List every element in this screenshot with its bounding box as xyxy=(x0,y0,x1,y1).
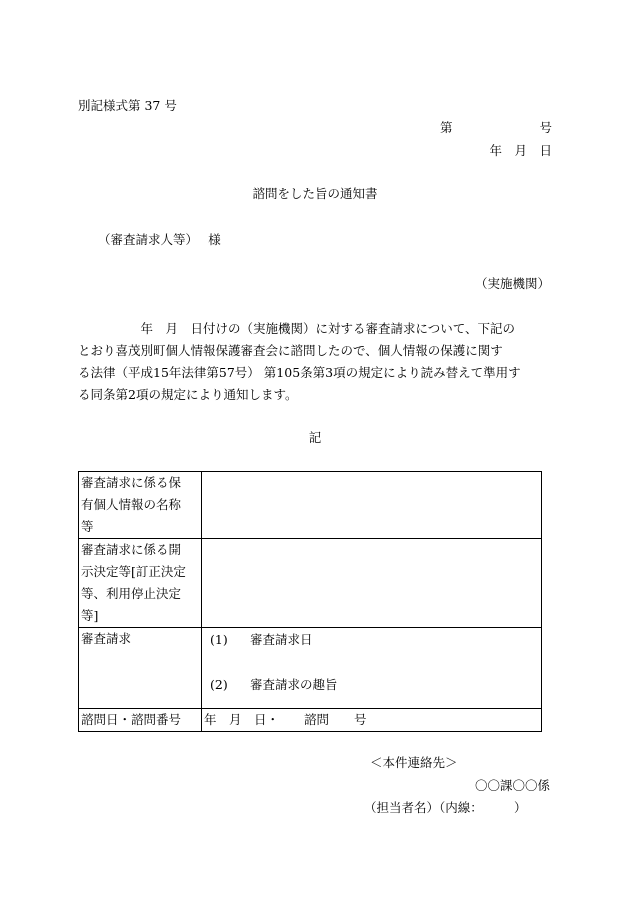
label-line: 諮問日・諮問番号 xyxy=(81,712,182,727)
row-label xyxy=(79,472,202,539)
detail-table xyxy=(78,471,542,732)
label-line: 審査請求に係る開 xyxy=(81,542,182,557)
request-item xyxy=(210,674,539,696)
item-text: 審査請求の趣旨 xyxy=(250,677,338,692)
issue-date: 年 月 日 xyxy=(489,143,552,158)
row-label xyxy=(79,628,202,709)
table-row xyxy=(79,628,542,709)
document-number-suffix: 号 xyxy=(539,120,552,135)
label-line: 示決定等[訂正決定 xyxy=(81,564,186,579)
issuer: （実施機関） xyxy=(474,276,550,291)
body-line: る法律（平成15年法律第57号） 第105条第3項の規定により読み替えて準用す xyxy=(78,365,521,380)
label-line: 等 xyxy=(81,519,94,534)
label-line: 有個人情報の名称 xyxy=(81,497,182,512)
body-line: 年 月 日付けの（実施機関）に対する審査請求について、下記の xyxy=(78,321,516,336)
document-title: 諮問をした旨の通知書 xyxy=(252,186,378,201)
row-value[interactable] xyxy=(202,539,542,628)
body-line: とおり喜茂別町個人情報保護審査会に諮問したので、個人情報の保護に関す xyxy=(78,343,503,358)
contact-department: 〇〇課〇〇係 xyxy=(474,778,550,793)
addressee: （審査請求人等） 様 xyxy=(98,232,221,247)
label-line: 審査請求 xyxy=(81,631,132,646)
label-line: 審査請求に係る保 xyxy=(81,475,182,490)
body-line: る同条第2項の規定により通知します。 xyxy=(78,387,298,402)
contact-heading: ＜本件連絡先＞ xyxy=(370,755,458,770)
item-number: (2) xyxy=(210,677,228,692)
ki-heading: 記 xyxy=(308,430,322,445)
row-value[interactable] xyxy=(202,472,542,539)
row-value[interactable] xyxy=(202,628,542,709)
item-number: (1) xyxy=(210,632,228,647)
label-line: 等] xyxy=(81,608,99,623)
row-label xyxy=(79,539,202,628)
item-text: 審査請求日 xyxy=(250,632,313,647)
row-label xyxy=(79,709,202,732)
row-value[interactable]: 年 月 日・ 諮問 号 xyxy=(202,709,542,732)
table-row xyxy=(79,539,542,628)
table-row xyxy=(79,709,542,732)
table-row xyxy=(79,472,542,539)
contact-person: （担当者名）（内線： ） xyxy=(364,800,527,815)
document-number-prefix: 第 xyxy=(440,120,453,135)
label-line: 等、利用停止決定 xyxy=(81,586,182,601)
form-label: 別記様式第 37 号 xyxy=(78,98,177,113)
request-item xyxy=(210,629,539,651)
body-text xyxy=(78,318,552,406)
